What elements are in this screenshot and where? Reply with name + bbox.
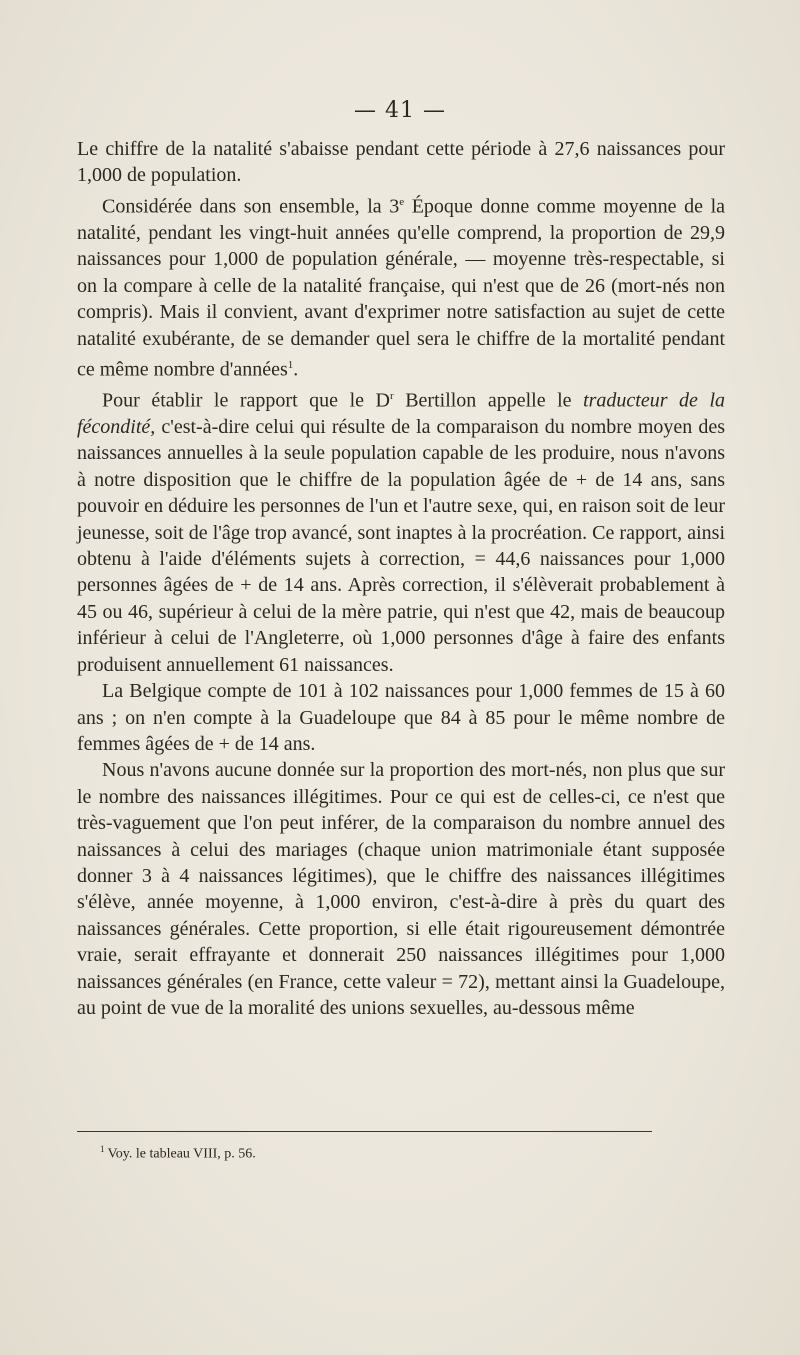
paragraph-3-text-mid: Bertillon appelle le <box>393 389 584 412</box>
paragraph-1-text: Le chiffre de la natalité s'abaisse pendant cette période à 27,6 naissances pour 1,000 de population. <box>77 138 725 187</box>
paragraph-2-text-before: Considérée dans son ensemble, la 3 <box>102 195 400 218</box>
footnote <box>100 1144 256 1163</box>
paragraph-3-text-before: Pour établir le rapport que le D <box>102 389 390 412</box>
ordinal-superscript: e <box>399 195 405 208</box>
paragraph-2 <box>77 189 725 383</box>
footnote-text: Voy. le tableau VIII, p. 56. <box>107 1146 256 1162</box>
paragraph-5-text: Nous n'avons aucune donnée sur la proportion des mort-nés, non plus que sur le nombre des naissances illégitimes. Pour ce qui est de celles-ci, ce n'est que très-vaguement que l'on peut inférer, de la comparaison du nombre annuel des naissances à celui des mariages (chaque union matrimoniale étant supposée donner 3 à 4 naissances légitimes), que le chiffre des naissances illégitimes s'élève, année moyenne, à 1,000 environ, c'est-à-dire à près du quart des naissances générales. Cette proportion, si elle était rigoureusement démontrée vraie, serait effrayante et donnerait 250 naissances illégitimes pour 1,000 naissances générales (en France, cette valeur = 72), mettant ainsi la Guadeloupe, au point de vue de la moralité des unions sexuelles, au-dessous même <box>77 759 725 1019</box>
paragraph-4-text: La Belgique compte de 101 à 102 naissances pour 1,000 femmes de 15 à 60 ans ; on n'en compte à la Guadeloupe que 84 à 85 pour le même nombre de femmes âgées de + de 14 ans. <box>77 680 725 755</box>
paragraph-2-text-after: Époque donne comme moyenne de la natalité, pendant les vingt-huit années qu'elle comprend, la proportion de 29,9 naissances pour 1,000 de population générale, — moyenne très-respectable, si on la compare à celle de la natalité française, qui n'est que de 26 (mort-nés non compris). Mais il convient, avant d'exprimer notre satisfaction au sujet de cette natalité exubérante, de se demander quel sera le chiffre de la mortalité pendant ce même nombre d'années <box>77 195 726 381</box>
paragraph-3-text-after: c'est-à-dire celui qui résulte de la comparaison du nombre moyen des naissances annuelles à la seule population capable de les produire, nous n'avons à notre disposition que le chiffre de la population âgée de + de 14 ans, sans pouvoir en déduire les personnes de l'un et l'autre sexe, qui, en raison soit de leur jeunesse, soit de l'âge trop avancé, sont inaptes à la procréation. Ce rapport, ainsi obtenu à l'aide d'éléments sujets à correction, = 44,6 naissances pour 1,000 personnes âgées de + de 14 ans. Après correction, il s'élèverait probablement à 45 ou 46, supérieur à celui de la mère patrie, qui n'est que 42, mais de beaucoup inférieur à celui de l'Angleterre, où 1,000 personnes d'âge à faire des enfants produisent annuellement 61 naissances. <box>77 416 725 676</box>
paragraph-1 <box>77 136 725 189</box>
paragraph-4 <box>77 678 725 757</box>
paragraph-3 <box>77 383 725 678</box>
paragraph-5 <box>77 757 725 1021</box>
paragraph-2-end: . <box>293 358 299 381</box>
body-text <box>77 136 725 1021</box>
footnote-divider <box>77 1131 652 1132</box>
footnote-marker: 1 <box>100 1144 105 1154</box>
footnote-reference: 1 <box>287 358 294 371</box>
paragraph-3-italic: traducteur de la fécondité, <box>77 389 726 439</box>
page-number-header: — 41 — <box>354 98 446 123</box>
doctor-superscript: r <box>390 389 394 402</box>
